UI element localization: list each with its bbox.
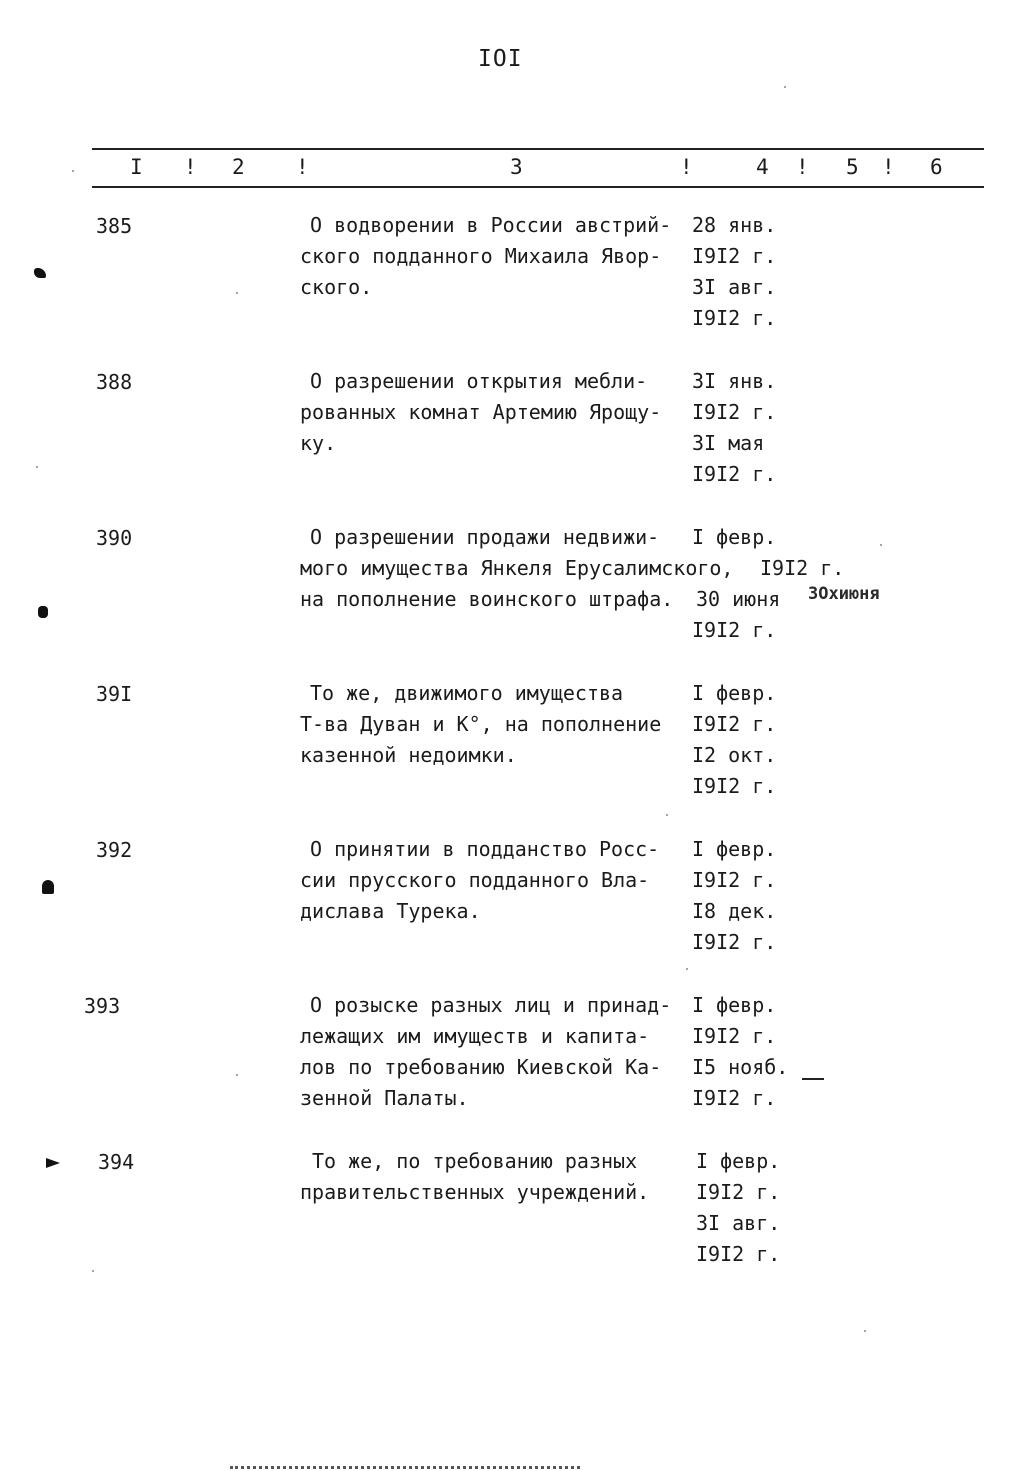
hole-punch-mark — [34, 268, 46, 278]
date-line: 3I авг. — [692, 275, 777, 299]
hole-punch-mark — [46, 1158, 60, 1168]
header-separator: ! — [882, 155, 895, 179]
header-col-5: 5 — [846, 155, 859, 179]
scan-speck — [864, 1330, 866, 1332]
date-line: I5 нояб. — [692, 1055, 789, 1079]
entry-number: 390 — [96, 526, 133, 550]
description-line: Т-ва Дуван и К°, на пополнение — [300, 712, 662, 736]
description-line: сии прусского подданного Вла- — [300, 868, 650, 892]
date-line: I9I2 г. — [692, 244, 777, 268]
scan-speck — [236, 292, 238, 294]
header-col-4: 4 — [756, 155, 769, 179]
scan-speck — [72, 170, 74, 172]
date-line: I февр. — [692, 993, 777, 1017]
page-number: IOI — [478, 46, 523, 72]
header-top-rule — [92, 148, 984, 150]
description-line: на пополнение воинского штрафа. — [300, 587, 674, 611]
entry-dates — [692, 678, 776, 802]
entry-number: 394 — [98, 1150, 135, 1174]
header-separator: ! — [796, 155, 809, 179]
date-line: I9I2 г. — [692, 306, 777, 330]
header-separator: ! — [296, 155, 309, 179]
header-separator: ! — [680, 155, 693, 179]
description-line: мого имущества Янкеля Ерусалимского, — [300, 556, 734, 580]
description-line: О розыске разных лиц и принад- — [310, 993, 672, 1017]
description-line: лов по требованию Киевской Ка- — [300, 1055, 662, 1079]
description-line: лежащих им имуществ и капита- — [300, 1024, 650, 1048]
date-line: I9I2 г. — [696, 1242, 781, 1266]
date-line: I9I2 г. — [692, 930, 777, 954]
header-bottom-rule — [92, 186, 984, 188]
date-line: 28 янв. — [692, 213, 777, 237]
entry-description — [300, 522, 733, 615]
date-line: I9I2 г. — [692, 774, 777, 798]
entry-description — [300, 366, 661, 459]
hole-punch-mark — [38, 606, 48, 618]
date-line: I2 окт. — [692, 743, 777, 767]
description-line: То же, движимого имущества — [310, 681, 624, 705]
date-line: I февр. — [692, 837, 777, 861]
date-line: I февр. — [692, 525, 777, 549]
header-col-3: 3 — [510, 155, 523, 179]
entry-dates — [692, 210, 776, 334]
description-line: правительственных учреждений. — [300, 1180, 650, 1204]
scan-speck — [666, 814, 668, 816]
margin-dash — [802, 1078, 824, 1080]
description-line: О принятии в подданство Росс- — [310, 837, 660, 861]
description-line: ского подданного Михаила Явор- — [300, 244, 662, 268]
header-col-2: 2 — [232, 155, 245, 179]
description-line: зенной Палаты. — [300, 1086, 469, 1110]
description-line: О разрешении открытия мебли- — [310, 369, 648, 393]
header-col-6: 6 — [930, 155, 943, 179]
description-line: То же, по требованию разных — [312, 1149, 638, 1173]
date-line: I9I2 г. — [692, 618, 777, 642]
date-line: I9I2 г. — [692, 1086, 777, 1110]
date-line: I9I2 г. — [692, 712, 777, 736]
date-line: I февр. — [692, 681, 777, 705]
date-line: I9I2 г. — [692, 868, 777, 892]
date-line: I9I2 г. — [696, 1180, 781, 1204]
entry-description — [300, 990, 671, 1114]
entry-dates — [692, 366, 776, 490]
entry-description — [300, 834, 659, 927]
description-line: дислава Турека. — [300, 899, 481, 923]
scan-edge-noise — [230, 1466, 580, 1469]
scan-speck — [784, 86, 786, 88]
entry-dates — [692, 834, 776, 958]
date-line: 30 июня — [696, 587, 781, 611]
date-line: 3I авг. — [696, 1211, 781, 1235]
entry-number: 393 — [84, 994, 121, 1018]
date-line: I9I2 г. — [692, 400, 777, 424]
date-line: I февр. — [696, 1149, 781, 1173]
date-line: I9I2 г. — [692, 462, 777, 486]
scan-speck — [686, 968, 688, 970]
scan-speck — [36, 466, 38, 468]
scan-speck — [236, 1074, 238, 1076]
entry-number: 385 — [96, 214, 133, 238]
header-separator: ! — [184, 155, 197, 179]
entry-description — [300, 210, 671, 303]
description-line: рованных комнат Артемию Ярощу- — [300, 400, 662, 424]
hole-punch-mark — [42, 880, 54, 894]
entry-description — [300, 1146, 649, 1208]
struck-through-note: ЗОхиюня — [808, 584, 880, 604]
entry-dates — [692, 990, 788, 1114]
description-line: О водворении в России австрий- — [310, 213, 672, 237]
entry-number: 388 — [96, 370, 133, 394]
date-line: 3I мая — [692, 431, 765, 455]
entry-number: 39I — [96, 682, 133, 706]
date-line: I9I2 г. — [760, 556, 845, 580]
date-line: I8 дек. — [692, 899, 777, 923]
description-line: ского. — [300, 275, 373, 299]
entry-dates — [696, 1146, 780, 1270]
header-col-1: I — [130, 155, 143, 179]
scan-speck — [880, 544, 882, 546]
description-line: О разрешении продажи недвижи- — [310, 525, 660, 549]
date-line: 3I янв. — [692, 369, 777, 393]
scan-speck — [92, 1270, 94, 1272]
description-line: ку. — [300, 431, 337, 455]
description-line: казенной недоимки. — [300, 743, 517, 767]
entry-description — [300, 678, 661, 771]
date-line: I9I2 г. — [692, 1024, 777, 1048]
entry-number: 392 — [96, 838, 133, 862]
